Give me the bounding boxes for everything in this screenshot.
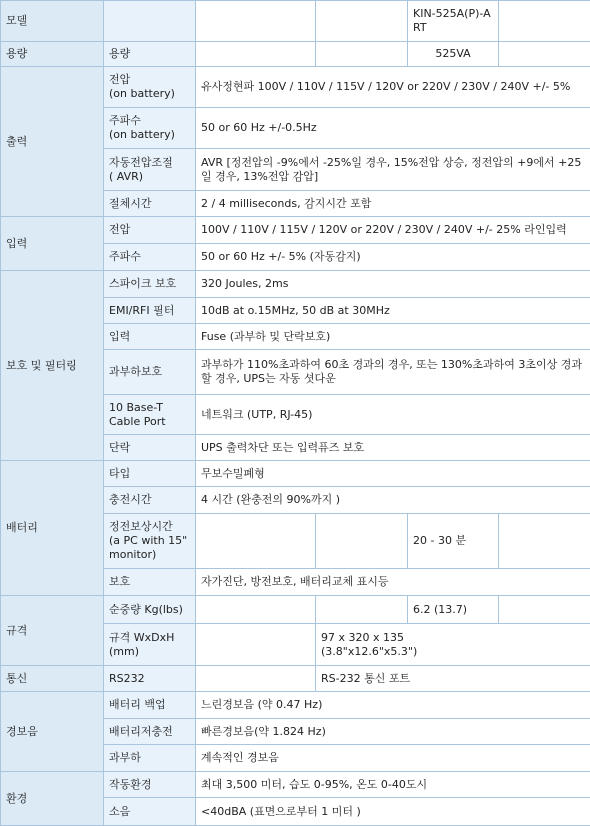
- battery-charge-value: 4 시간 (완충전의 90%까지 ): [196, 487, 590, 514]
- output-frequency-label: 주파수 (on battery): [104, 108, 196, 149]
- input-voltage-row: [1, 217, 590, 244]
- battery-protect-value: 자가진단, 방전보호, 배터리교체 표시등: [196, 569, 590, 596]
- output-avr-value: AVR [정전압의 -9%에서 -25%일 경우, 15%전압 상승, 정전압의 +9에서 +25일 경우, 13%전압 감압]: [196, 149, 590, 191]
- protection-overload-value: 과부하가 110%초과하여 60초 경과의 경우, 또는 130%초과하여 3초이상 경과 할 경우, UPS는 자동 셧다운: [196, 350, 590, 395]
- capacity-label: 용량: [104, 42, 196, 67]
- protection-emi-label: EMI/RFI 필터: [104, 298, 196, 324]
- capacity-row: [1, 42, 590, 67]
- output-transfer-label: 절체시간: [104, 191, 196, 217]
- alarm-overload-label: 과부하: [104, 745, 196, 772]
- protection-network-value: 네트워크 (UTP, RJ-45): [196, 395, 590, 435]
- protection-input-label: 입력: [104, 324, 196, 350]
- battery-backup-value: 20 - 30 분: [408, 514, 499, 569]
- input-voltage-value: 100V / 110V / 115V / 120V or 220V / 230V / 240V +/- 25% 라인입력: [196, 217, 590, 244]
- input-voltage-label: 전압: [104, 217, 196, 244]
- protection-overload-label: 과부하보호: [104, 350, 196, 395]
- battery-type-label: 타입: [104, 461, 196, 487]
- output-voltage-label: 전압 (on battery): [104, 67, 196, 108]
- row-header-env: 환경: [1, 772, 104, 826]
- output-avr-label: 자동전압조절 ( AVR): [104, 149, 196, 191]
- row-header-comm: 통신: [1, 666, 104, 692]
- model-row: [1, 1, 590, 42]
- capacity-value: 525VA: [408, 42, 499, 67]
- battery-backup-label: 정전보상시간 (a PC with 15" monitor): [104, 514, 196, 569]
- env-operating-value: 최대 3,500 미터, 습도 0-95%, 온도 0-40도시: [196, 772, 590, 798]
- battery-type-value: 무보수밀폐형: [196, 461, 590, 487]
- env-operating-label: 작동환경: [104, 772, 196, 798]
- comm-row: [1, 666, 590, 692]
- protection-short-label: 단락: [104, 435, 196, 461]
- protection-emi-value: 10dB at o.15MHz, 50 dB at 30MHz: [196, 298, 590, 324]
- row-header-model: 모델: [1, 1, 104, 42]
- env-operating-row: [1, 772, 590, 798]
- protection-spike-value: 320 Joules, 2ms: [196, 271, 590, 298]
- row-header-input: 입력: [1, 217, 104, 271]
- row-header-alarm: 경보음: [1, 692, 104, 772]
- alarm-battery-label: 배터리 백업: [104, 692, 196, 719]
- alarm-battery-row: [1, 692, 590, 719]
- spec-dims-label: 규격 WxDxH (mm): [104, 624, 196, 666]
- comm-value: RS-232 통신 포트: [316, 666, 590, 692]
- battery-protect-label: 보호: [104, 569, 196, 596]
- protection-network-label: 10 Base-T Cable Port: [104, 395, 196, 435]
- output-voltage-row: [1, 67, 590, 108]
- spec-weight-value: 6.2 (13.7): [408, 596, 499, 624]
- output-transfer-value: 2 / 4 milliseconds, 감지시간 포함: [196, 191, 590, 217]
- battery-charge-label: 충전시간: [104, 487, 196, 514]
- env-noise-label: 소음: [104, 798, 196, 826]
- spec-weight-row: [1, 596, 590, 624]
- alarm-low-label: 배터리저충전: [104, 719, 196, 745]
- row-header-capacity: 용량: [1, 42, 104, 67]
- comm-label: RS232: [104, 666, 196, 692]
- protection-spike-row: [1, 271, 590, 298]
- alarm-overload-value: 계속적인 경보음: [196, 745, 590, 772]
- spec-dims-value: 97 x 320 x 135 (3.8"x12.6"x5.3"): [316, 624, 590, 666]
- input-frequency-value: 50 or 60 Hz +/- 5% (자동감지): [196, 244, 590, 271]
- env-noise-value: <40dBA (표면으로부터 1 미터 ): [196, 798, 590, 826]
- model-value: KIN-525A(P)-ART: [408, 1, 499, 42]
- output-frequency-value: 50 or 60 Hz +/-0.5Hz: [196, 108, 590, 149]
- input-frequency-label: 주파수: [104, 244, 196, 271]
- alarm-low-value: 빠른경보음(약 1.824 Hz): [196, 719, 590, 745]
- row-header-spec: 규격: [1, 596, 104, 666]
- protection-spike-label: 스파이크 보호: [104, 271, 196, 298]
- row-header-protection: 보호 및 필터링: [1, 271, 104, 461]
- battery-type-row: [1, 461, 590, 487]
- alarm-battery-value: 느린경보음 (약 0.47 Hz): [196, 692, 590, 719]
- row-header-output: 출력: [1, 67, 104, 217]
- spec-weight-label: 순중량 Kg(lbs): [104, 596, 196, 624]
- row-header-battery: 배터리: [1, 461, 104, 596]
- output-voltage-value: 유사정현파 100V / 110V / 115V / 120V or 220V / 230V / 240V +/- 5%: [196, 67, 590, 108]
- protection-input-value: Fuse (과부하 및 단락보호): [196, 324, 590, 350]
- protection-short-value: UPS 출력차단 또는 입력퓨즈 보호: [196, 435, 590, 461]
